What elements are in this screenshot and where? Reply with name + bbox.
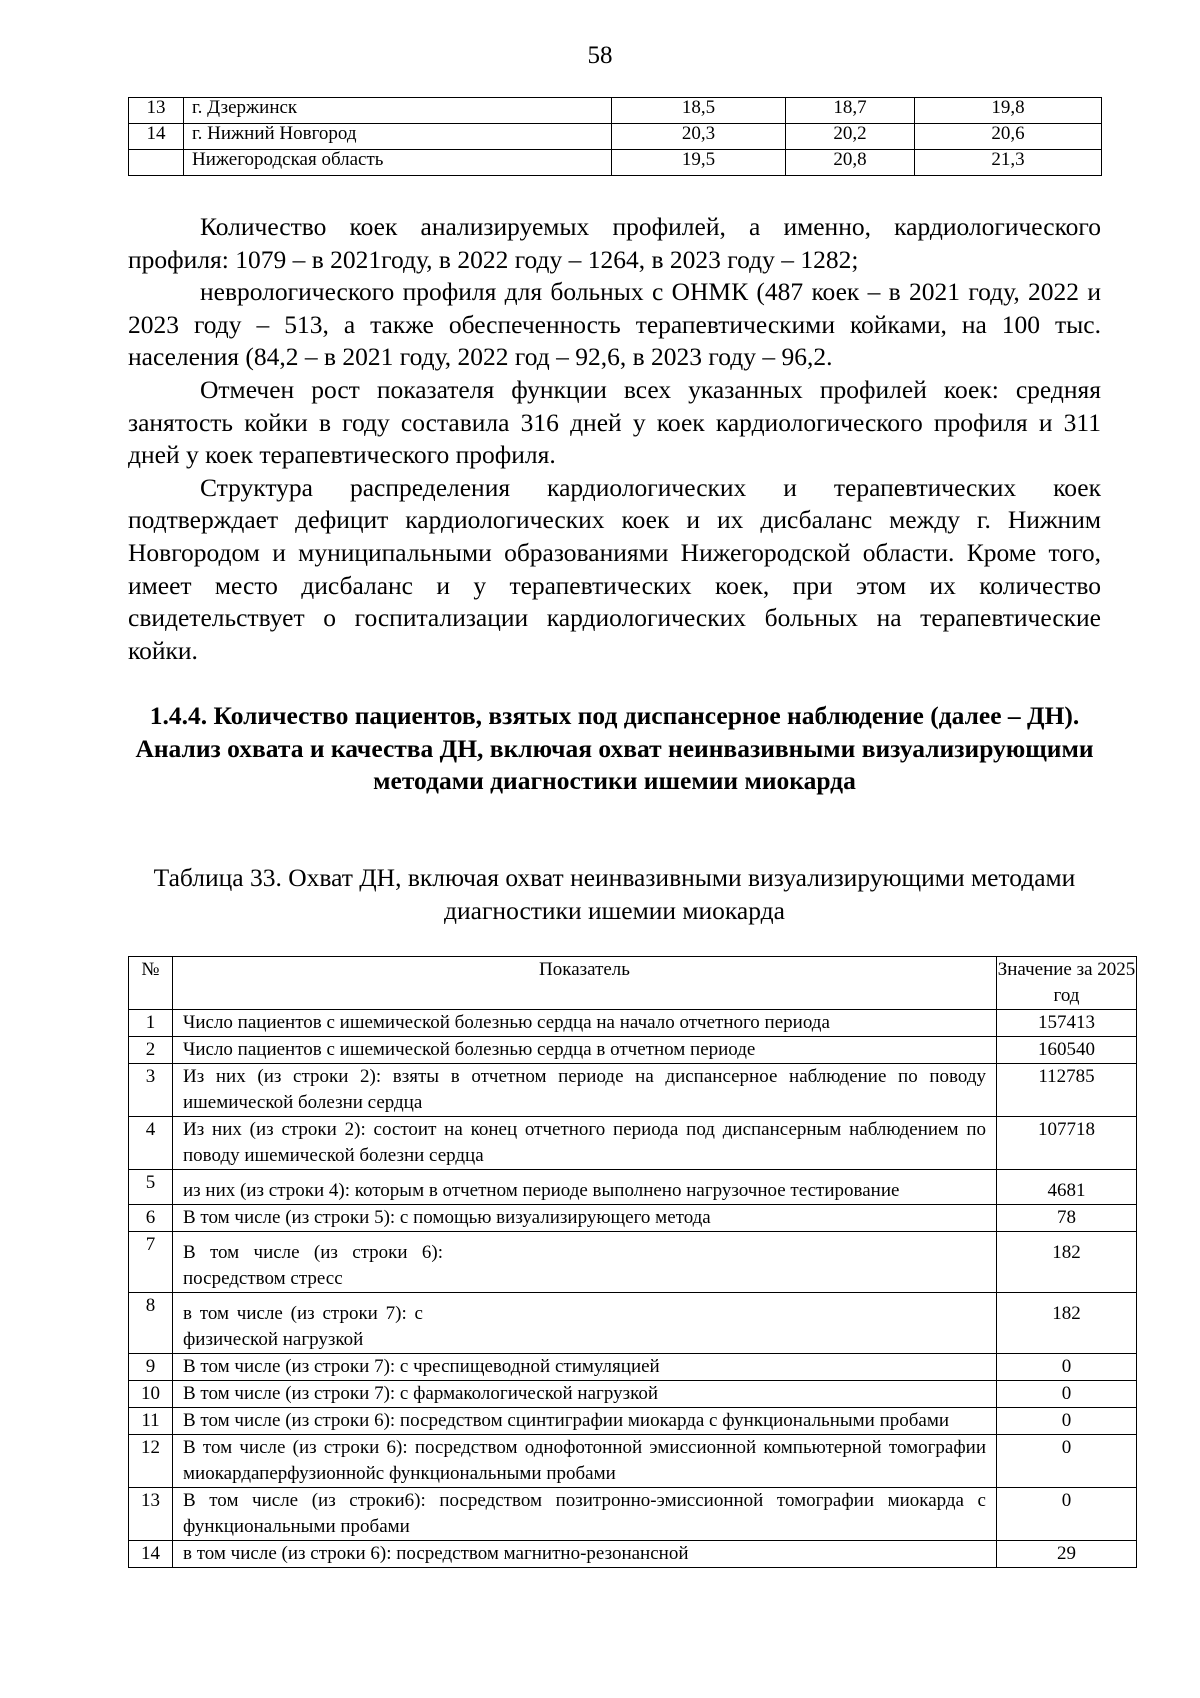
value-cell: 20,8 <box>786 150 915 176</box>
table-row <box>129 1381 1137 1408</box>
indicator-text: В том числе (из строки 7): с фармакологической нагрузкой <box>173 1381 997 1408</box>
row-number: 9 <box>129 1354 173 1381</box>
indicator-text: в том числе (из строки 6): посредством магнитно-резонансной <box>173 1541 997 1568</box>
indicator-value: 0 <box>997 1488 1137 1541</box>
top-continuation-table <box>128 97 1102 176</box>
value-cell: 18,5 <box>612 98 786 124</box>
value-cell: 19,8 <box>915 98 1102 124</box>
indicator-value: 160540 <box>997 1037 1137 1064</box>
indicator-value: 182 <box>997 1293 1137 1354</box>
territory-name: г. Нижний Новгород <box>184 124 612 150</box>
indicator-text: Число пациентов с ишемической болезнью сердца в отчетном периоде <box>173 1037 997 1064</box>
table-row <box>129 1435 1137 1488</box>
indicator-text: В том числе (из строки 7): с чреспищеводной стимуляцией <box>173 1354 997 1381</box>
row-number: 3 <box>129 1064 173 1117</box>
table-row <box>129 124 1102 150</box>
indicator-text: В том числе (из строки6): посредством позитронно-эмиссионной томографии миокарда с функциональными пробами <box>173 1488 997 1541</box>
value-cell: 20,2 <box>786 124 915 150</box>
indicator-value: 4681 <box>997 1170 1137 1205</box>
header-indicator: Показатель <box>173 957 997 1010</box>
header-number: № <box>129 957 173 1010</box>
dispensary-coverage-table <box>128 956 1137 1568</box>
indicator-text-content: в том числе (из строки 7): с физической нагрузкой <box>183 1303 423 1350</box>
table-row <box>129 1170 1137 1205</box>
row-number: 4 <box>129 1117 173 1170</box>
table-header-row <box>129 957 1137 1010</box>
paragraph: Структура распределения кардиологических и терапевтических коек подтверждает дефицит кардиологических коек и их дисбаланс между г. Нижним Новгородом и муниципальными образованиями Нижегородской области. Кроме того, имеет место дисбаланс и у терапевтических коек, при этом их количество свидетельствует о госпитализации кардиологических больных на терапевтические койки. <box>128 472 1101 665</box>
row-number: 1 <box>129 1010 173 1037</box>
indicator-value: 0 <box>997 1354 1137 1381</box>
indicator-text: Число пациентов с ишемической болезнью сердца на начало отчетного периода <box>173 1010 997 1037</box>
page-number: 58 <box>587 42 613 69</box>
value-cell: 20,6 <box>915 124 1102 150</box>
paragraph: Количество коек анализируемых профилей, а именно, кардиологического профиля: 1079 – в 2021году, в 2022 году – 1264, в 2023 году – 1282; <box>128 212 1101 274</box>
table-row <box>129 150 1102 176</box>
table-row <box>129 1408 1137 1435</box>
row-number: 6 <box>129 1205 173 1232</box>
indicator-value: 107718 <box>997 1117 1137 1170</box>
table-row <box>129 1064 1137 1117</box>
paragraph: неврологического профиля для больных с ОНМК (487 коек – в 2021 году, 2022 и 2023 году – 513, а также обеспеченность терапевтическими койками, на 100 тыс. населения (84,2 – в 2021 году, 2022 год – 92,6, в 2023 году – 96,2. <box>128 277 1101 372</box>
indicator-value: 182 <box>997 1232 1137 1293</box>
row-number: 8 <box>129 1293 173 1354</box>
table-row <box>129 1205 1137 1232</box>
row-number: 14 <box>129 1541 173 1568</box>
indicator-value: 29 <box>997 1541 1137 1568</box>
indicator-value: 0 <box>997 1408 1137 1435</box>
value-cell: 20,3 <box>612 124 786 150</box>
indicator-text: В том числе (из строки 5): с помощью визуализирующего метода <box>173 1205 997 1232</box>
row-number: 13 <box>129 1488 173 1541</box>
table-row <box>129 1293 1137 1354</box>
row-number: 2 <box>129 1037 173 1064</box>
indicator-text: из них (из строки 4): которым в отчетном периоде выполнено нагрузочное тестирование <box>173 1170 997 1205</box>
table-row <box>129 1010 1137 1037</box>
value-cell: 18,7 <box>786 98 915 124</box>
indicator-text <box>173 1232 997 1293</box>
indicator-value: 0 <box>997 1435 1137 1488</box>
indicator-text: Из них (из строки 2): состоит на конец отчетного периода под диспансерным наблюдением по поводу ишемической болезни сердца <box>173 1117 997 1170</box>
value-cell: 21,3 <box>915 150 1102 176</box>
value-cell: 19,5 <box>612 150 786 176</box>
indicator-text <box>173 1293 997 1354</box>
table-row <box>129 1488 1137 1541</box>
paragraph: Отмечен рост показателя функции всех указанных профилей коек: средняя занятость койки в году составила 316 дней у коек кардиологического профиля и 311 дней у коек терапевтического профиля. <box>128 374 1101 470</box>
row-number <box>129 150 184 176</box>
indicator-text: В том числе (из строки 6): посредством сцинтиграфии миокарда с функциональными пробами <box>173 1408 997 1435</box>
territory-name: Нижегородская область <box>184 150 612 176</box>
indicator-value: 112785 <box>997 1064 1137 1117</box>
table-row <box>129 1037 1137 1064</box>
table-row <box>129 1541 1137 1568</box>
table-caption: Таблица 33. Охват ДН, включая охват неинвазивными визуализирующими методами диагностики ишемии миокарда <box>153 863 1076 925</box>
row-number: 12 <box>129 1435 173 1488</box>
indicator-text: Из них (из строки 2): взяты в отчетном периоде на диспансерное наблюдение по поводу ишемической болезни сердца <box>173 1064 997 1117</box>
table-row <box>129 1354 1137 1381</box>
header-value: Значение за 2025 год <box>997 957 1137 1010</box>
row-number: 7 <box>129 1232 173 1293</box>
row-number: 11 <box>129 1408 173 1435</box>
section-heading: 1.4.4. Количество пациентов, взятых под диспансерное наблюдение (далее – ДН). Анализ охвата и качества ДН, включая охват неинвазивными визуализирующими методами диагностики ишемии миокарда <box>135 701 1094 796</box>
indicator-text: В том числе (из строки 6): посредством однофотонной эмиссионной компьютерной томографии миокардаперфузионнойс функциональными пробами <box>173 1435 997 1488</box>
table-row <box>129 98 1102 124</box>
row-number: 10 <box>129 1381 173 1408</box>
table-row <box>129 1117 1137 1170</box>
indicator-text-content: В том числе (из строки 6): посредством стресс <box>183 1242 443 1289</box>
indicator-value: 157413 <box>997 1010 1137 1037</box>
indicator-value: 78 <box>997 1205 1137 1232</box>
table-row <box>129 1232 1137 1293</box>
territory-name: г. Дзержинск <box>184 98 612 124</box>
row-number: 13 <box>129 98 184 124</box>
body-text <box>128 211 1101 667</box>
row-number: 14 <box>129 124 184 150</box>
row-number: 5 <box>129 1170 173 1205</box>
indicator-value: 0 <box>997 1381 1137 1408</box>
